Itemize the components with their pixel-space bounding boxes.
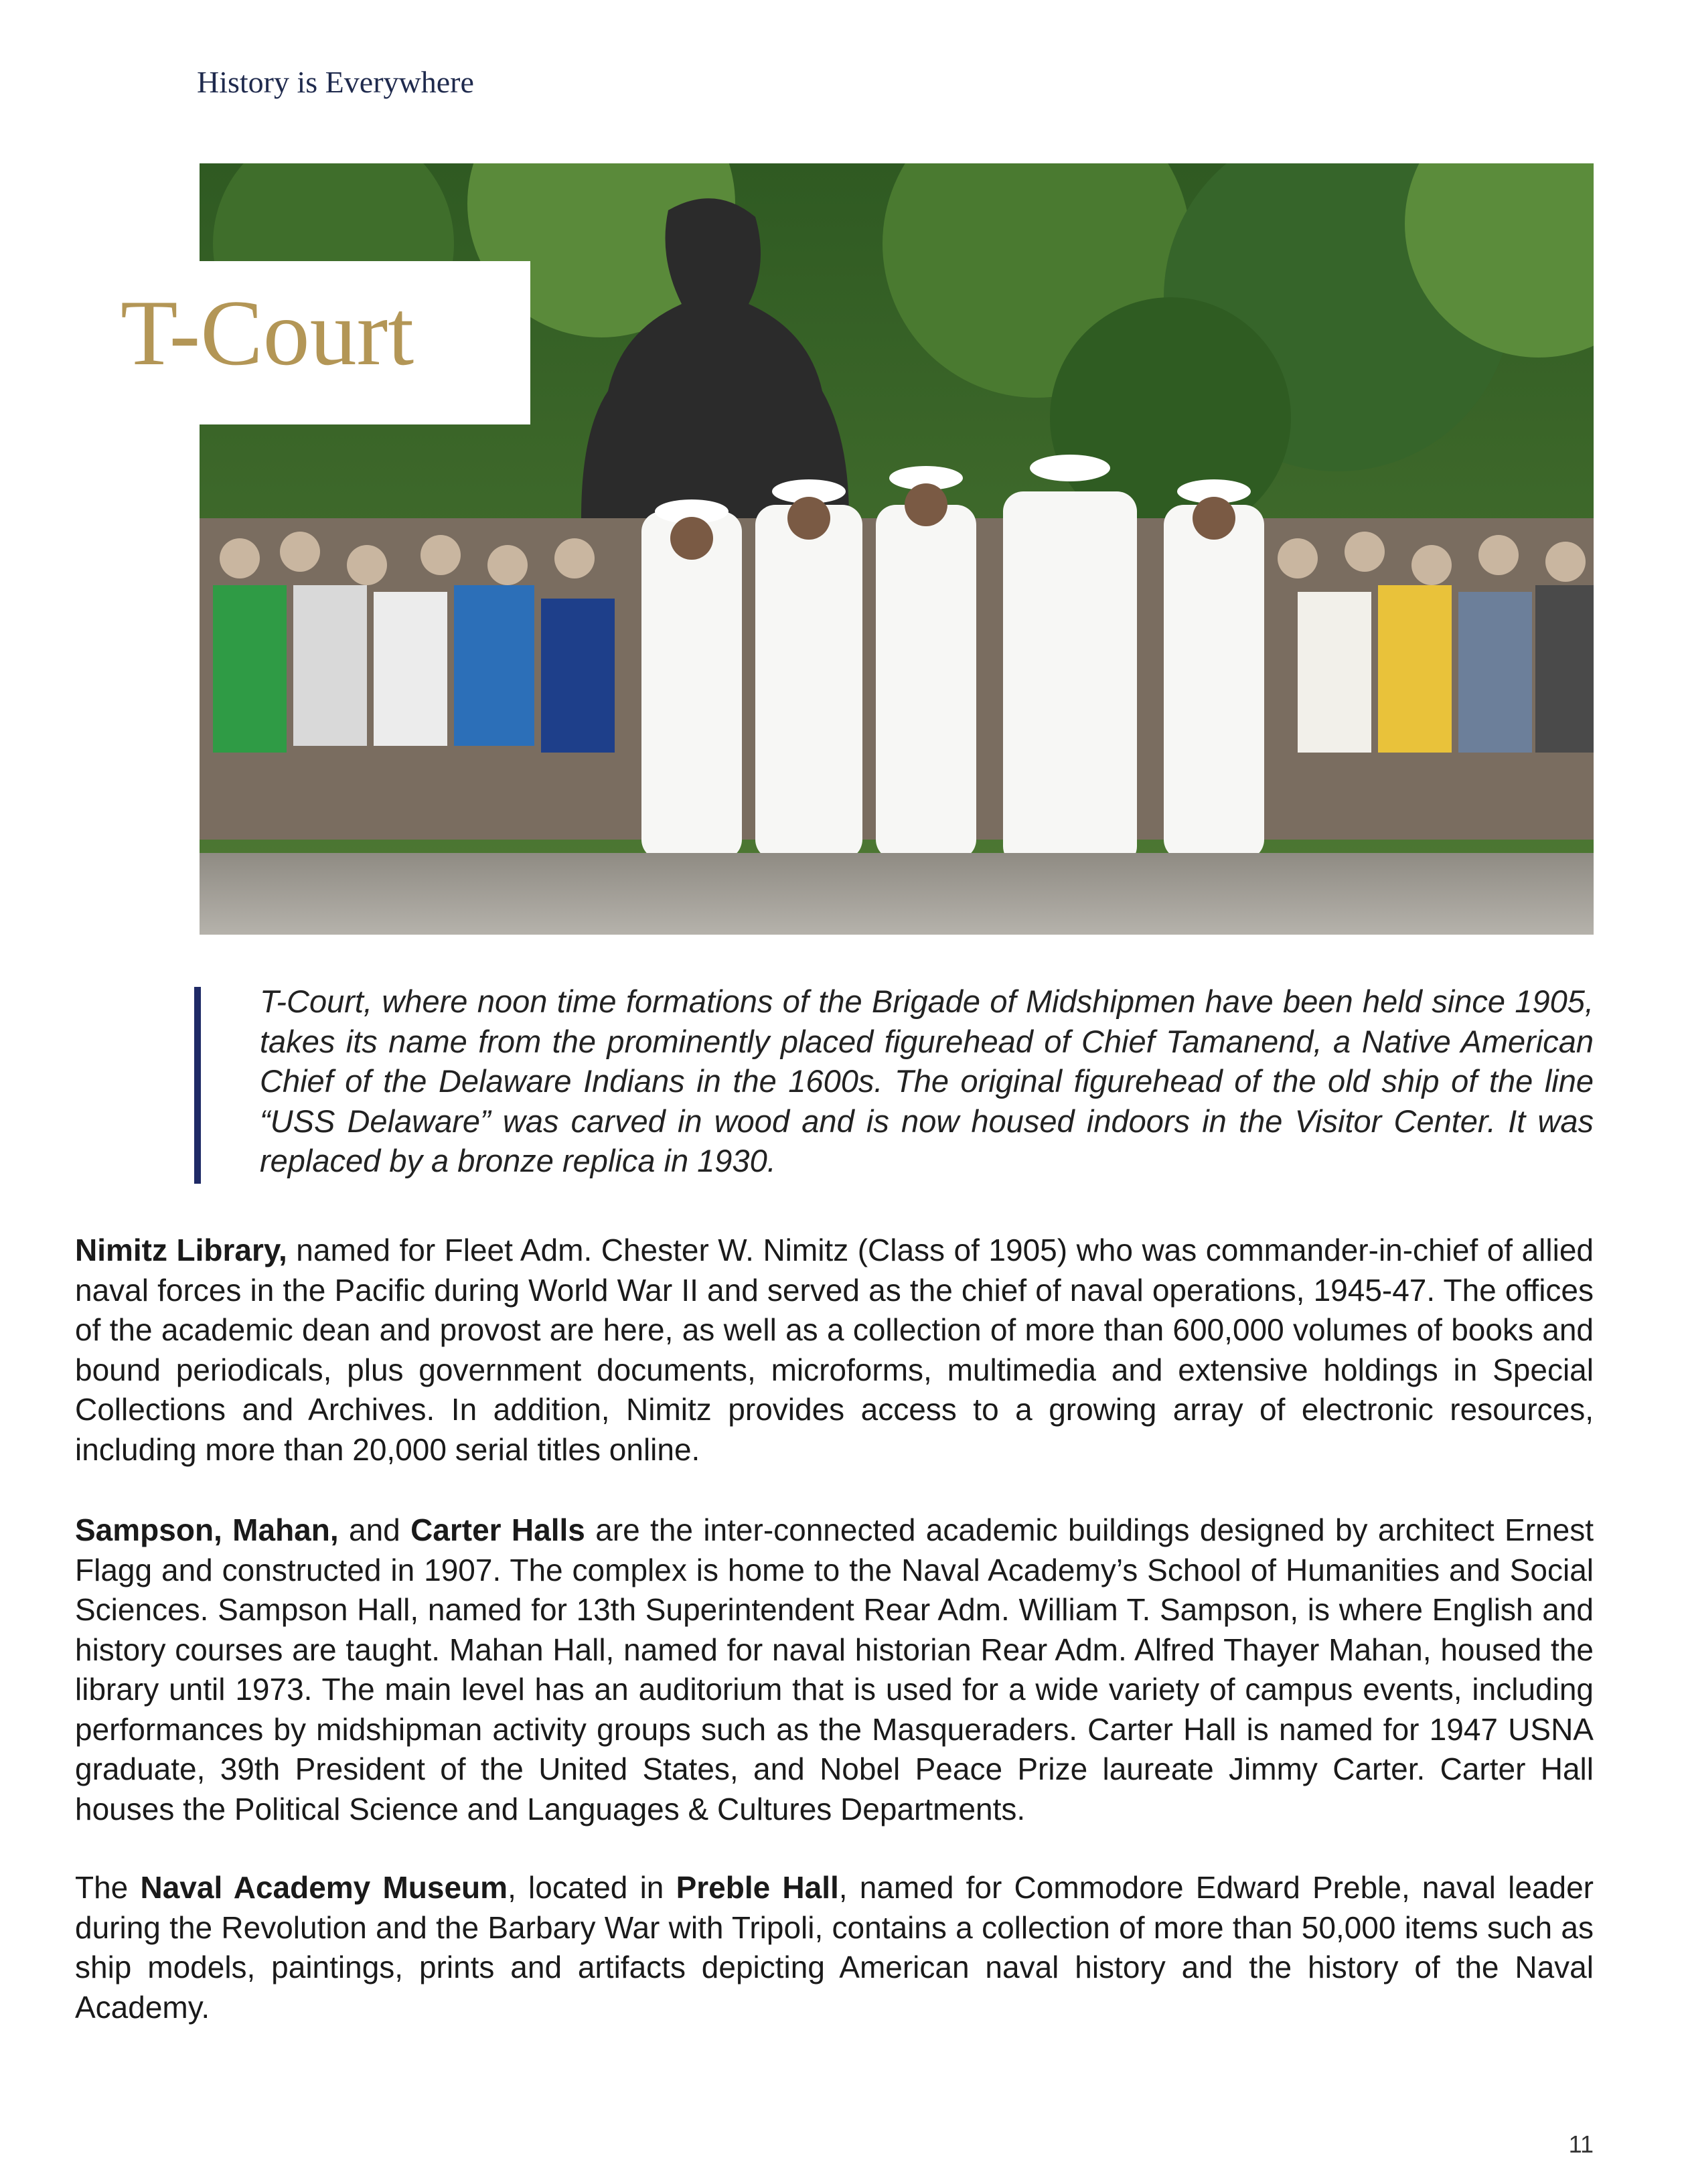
halls-connector-text: and bbox=[338, 1512, 411, 1547]
intro-quote: T-Court, where noon time formations of the Brigade of Midshipmen have been held since 1905, takes its name from the prominently placed figurehead of Chief Tamanend, a Native American Chief of the Delaware Indians in the 1600s. The original figurehead of the old ship of the line “USS Delaware” was carved in wood and is now housed indoors in the Visitor Center. It was replaced by a bronze replica in 1930. bbox=[260, 984, 1594, 1178]
museum-lead-text: The bbox=[75, 1870, 141, 1905]
naval-academy-museum-heading: Naval Academy Museum bbox=[140, 1870, 508, 1905]
halls-text: are the inter-connected academic buildings designed by architect Ernest Flagg and constructed in 1907. The complex is home to the Naval Academy’s School of Humanities and Social Sciences. Sampson Hall, named for 13th Superintendent Rear Adm. William T. Sampson, is where English and history courses are taught. Mahan Hall, named for naval historian Rear Adm. Alfred Thayer Mahan, housed the library until 1973. The main level has an auditorium that is used for a wide variety of campus events, including performances by midshipman activity groups such as the Masqueraders. Carter Hall is named for 1947 USNA graduate, 39th President of the United States, and Nobel Peace Prize laureate Jimmy Carter. Carter Hall houses the Political Science and Languages & Cultures Departments. bbox=[75, 1512, 1594, 1826]
paragraph-naval-museum bbox=[75, 1868, 1594, 2027]
quote-accent-bar bbox=[194, 987, 201, 1184]
carter-halls-heading: Carter Halls bbox=[410, 1512, 585, 1547]
paragraph-academic-halls bbox=[75, 1510, 1594, 1829]
running-header: History is Everywhere bbox=[197, 65, 474, 99]
page-number: 11 bbox=[1568, 2130, 1594, 2158]
nimitz-library-text: named for Fleet Adm. Chester W. Nimitz (Class of 1905) who was commander-in-chief of allied naval forces in the Pacific during World War II and served as the chief of naval operations, 1945-47. The offices of the academic dean and provost are here, as well as a collection of more than 600,000 volumes of books and bound periodicals, plus government documents, microforms, multimedia and extensive holdings in Special Collections and Archives. In addition, Nimitz provides access to a growing array of electronic resources, including more than 20,000 serial titles online. bbox=[75, 1233, 1594, 1467]
preble-hall-heading: Preble Hall bbox=[676, 1870, 839, 1905]
museum-connector-text: , located in bbox=[508, 1870, 676, 1905]
museum-text: , named for Commodore Edward Preble, naval leader during the Revolution and the Barbary War with Tripoli, contains a collection of more than 50,000 items such as ship models, paintings, prints and artifacts depicting American naval history and the history of the Naval Academy. bbox=[75, 1870, 1594, 2025]
nimitz-library-heading: Nimitz Library, bbox=[75, 1233, 287, 1267]
section-title: T-Court bbox=[121, 281, 414, 385]
sampson-mahan-heading: Sampson, Mahan, bbox=[75, 1512, 339, 1547]
paragraph-nimitz-library bbox=[75, 1231, 1594, 1470]
